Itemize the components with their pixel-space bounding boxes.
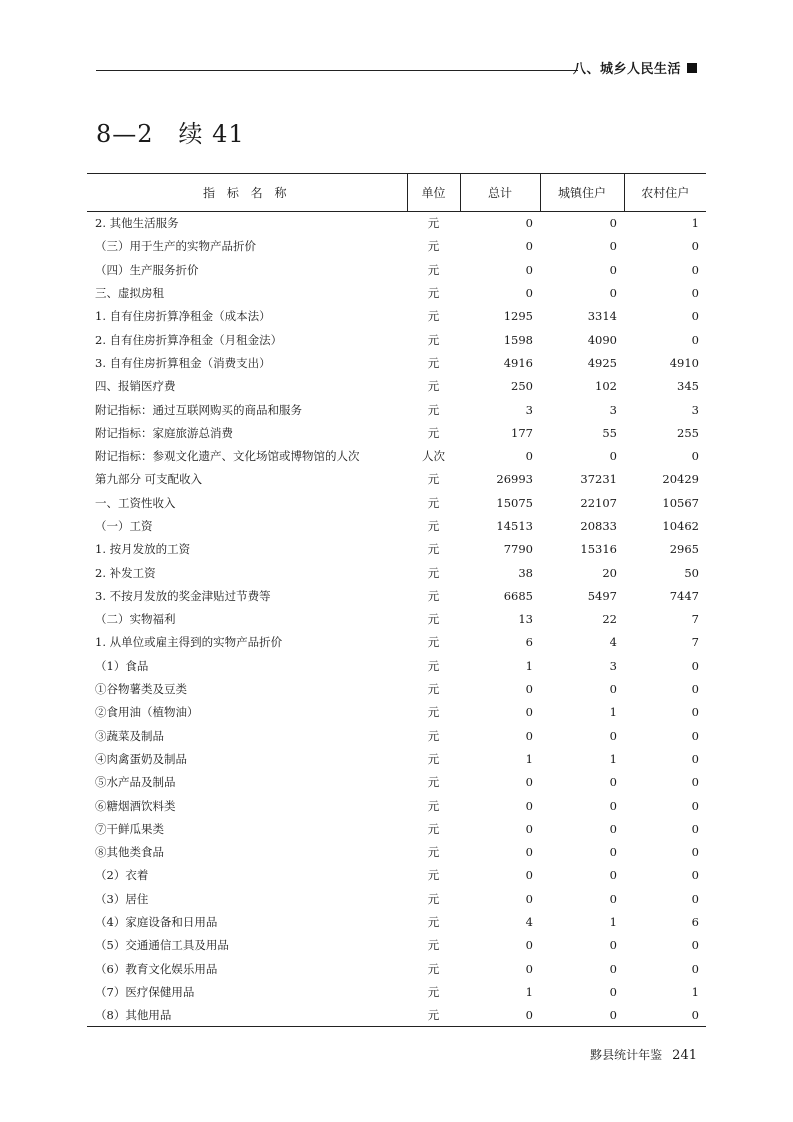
table-row [87,212,706,235]
row-unit: 元 [427,751,440,766]
row-total: 1 [525,751,533,766]
table-row [87,631,706,654]
row-rural: 20429 [662,472,699,487]
row-total: 250 [511,379,533,394]
row-rural: 1 [691,216,699,231]
row-urban: 0 [609,798,617,813]
row-rural: 0 [691,449,699,464]
row-rural: 3 [691,402,699,417]
row-rural: 10462 [662,519,699,533]
row-rural: 345 [677,379,699,394]
table-row [87,281,706,304]
row-total: 0 [525,891,533,906]
row-total: 0 [525,286,533,301]
table-row [87,351,706,374]
row-urban: 0 [540,1004,624,1027]
column-header-rural: 农村住户 [624,174,706,212]
row-rural: 1 [691,984,699,999]
row-urban: 0 [609,286,617,301]
row-label: （5）交通通信工具及用品 [95,938,229,953]
table-row [87,514,706,537]
row-rural: 7 [691,612,699,627]
row-label: （8）其他用品 [87,1004,407,1027]
row-urban: 4925 [587,355,617,370]
row-urban: 0 [609,728,617,743]
table-row [87,654,706,677]
row-unit: 元 [427,658,440,673]
row-label: 1. 按月发放的工资 [95,542,191,557]
row-label: 3. 不按月发放的奖金津贴过节费等 [95,588,271,603]
row-label: 1. 从单位或雇主得到的实物产品折价 [95,635,283,650]
row-label: 一、工资性收入 [95,495,176,510]
row-unit: 元 [427,705,440,720]
row-unit: 元 [427,402,440,417]
row-total: 14513 [496,519,533,533]
row-rural: 0 [691,682,699,697]
row-total: 0 [525,449,533,464]
row-rural: 0 [691,658,699,673]
row-label: ①谷物薯类及豆类 [95,682,187,697]
row-unit: 元 [427,682,440,697]
table-row [87,841,706,864]
table-row [87,608,706,631]
row-urban: 4 [609,635,617,650]
row-urban: 0 [609,845,617,860]
row-unit: 元 [427,588,440,603]
row-rural: 0 [691,821,699,836]
row-label: 四、报销医疗费 [95,379,176,394]
row-urban: 0 [609,891,617,906]
row-total: 38 [518,565,533,580]
row-total: 0 [525,961,533,976]
row-rural: 6 [691,915,699,930]
row-total: 26993 [496,472,533,487]
table-row [87,491,706,514]
row-unit: 元 [427,262,440,277]
row-label: ⑥糖烟酒饮料类 [95,798,176,813]
row-urban: 3 [609,402,617,417]
column-header-unit: 单位 [407,174,460,212]
row-rural: 0 [691,751,699,766]
row-unit: 元 [427,355,440,370]
row-label: 2. 其他生活服务 [95,216,179,231]
table-row [87,701,706,724]
row-unit: 元 [427,425,440,440]
row-label: （一）工资 [95,519,153,533]
row-total: 15075 [496,495,533,510]
row-label: （2）衣着 [95,868,149,883]
row-total: 0 [525,216,533,231]
row-urban: 102 [595,379,617,394]
row-rural: 0 [691,868,699,883]
row-urban: 22 [602,612,617,627]
table-row [87,980,706,1003]
row-rural: 0 [691,775,699,790]
row-rural: 2965 [669,542,699,557]
table-row [87,1004,706,1027]
row-unit: 元 [427,775,440,790]
table-row [87,724,706,747]
row-unit: 元 [427,309,440,324]
row-unit: 元 [427,379,440,394]
row-urban: 1 [609,705,617,720]
statistics-table [87,173,706,1027]
row-unit: 元 [427,891,440,906]
row-total: 1598 [503,332,533,347]
table-row [87,235,706,258]
row-unit: 元 [427,915,440,930]
row-total: 0 [525,798,533,813]
row-urban: 3 [609,658,617,673]
row-rural: 0 [691,286,699,301]
row-unit: 元 [427,938,440,953]
row-total: 7790 [503,542,533,557]
row-label: 三、虚拟房租 [95,286,164,301]
row-total: 0 [525,728,533,743]
row-unit: 人次 [422,449,445,464]
row-unit: 元 [427,286,440,301]
row-label: （3）居住 [95,891,149,906]
row-urban: 0 [609,984,617,999]
row-total: 0 [460,1004,540,1027]
row-label: 2. 自有住房折算净租金（月租金法） [95,332,283,347]
row-rural: 0 [691,239,699,254]
column-header-total: 总计 [460,174,540,212]
footer-book-title: 黟县统计年鉴 [590,1048,663,1062]
row-unit: 元 [427,239,440,254]
table-row [87,538,706,561]
row-unit: 元 [427,635,440,650]
row-total: 177 [511,425,533,440]
table-row [87,771,706,794]
row-unit: 元 [427,728,440,743]
row-rural: 0 [691,332,699,347]
row-total: 0 [525,845,533,860]
table-row [87,468,706,491]
table-row [87,910,706,933]
table-row [87,584,706,607]
row-rural: 0 [691,262,699,277]
row-unit: 元 [427,216,440,231]
table-row [87,561,706,584]
row-rural: 0 [691,961,699,976]
row-urban: 0 [609,821,617,836]
row-total: 0 [525,705,533,720]
row-label: ②食用油（植物油） [95,705,199,720]
table-row [87,887,706,910]
section-header [573,58,697,77]
table-row [87,375,706,398]
table-title: 8—2 续 41 [96,120,245,148]
column-header-indicator: 指 标 名 称 [87,174,407,212]
row-total: 1295 [503,309,533,324]
row-total: 0 [525,239,533,254]
table-header-row [87,174,706,212]
row-unit: 元 [427,542,440,557]
row-label: 3. 自有住房折算租金（消费支出） [95,355,271,370]
row-rural: 50 [684,565,699,580]
row-label: （1）食品 [95,658,149,673]
row-rural: 0 [691,938,699,953]
header-rule [96,70,578,71]
row-total: 4916 [503,355,533,370]
row-urban: 0 [609,868,617,883]
row-urban: 3314 [587,309,617,324]
row-label: 附记指标：参观文化遗产、文化场馆或博物馆的人次 [95,449,360,464]
row-urban: 1 [609,751,617,766]
row-unit: 元 [427,821,440,836]
row-unit: 元 [427,612,440,627]
row-total: 4 [525,915,533,930]
row-urban: 0 [609,682,617,697]
row-total: 0 [525,262,533,277]
table-row [87,864,706,887]
row-total: 0 [525,775,533,790]
table-row [87,957,706,980]
row-label: （7）医疗保健用品 [95,984,195,999]
table-row [87,328,706,351]
row-label: （二）实物福利 [95,612,176,627]
row-label: 附记指标：通过互联网购买的商品和服务 [95,402,302,417]
row-rural: 0 [691,728,699,743]
row-urban: 22107 [580,495,617,510]
table-row [87,258,706,281]
table-row [87,934,706,957]
row-unit: 元 [427,961,440,976]
row-total: 0 [525,868,533,883]
row-urban: 0 [609,449,617,464]
row-label: （四）生产服务折价 [95,262,199,277]
row-label: ⑤水产品及制品 [95,775,176,790]
table-row [87,817,706,840]
row-total: 6685 [503,588,533,603]
row-unit: 元 [427,472,440,487]
row-urban: 20833 [580,519,617,533]
page-number: 241 [672,1048,697,1063]
row-total: 3 [525,402,533,417]
row-rural: 10567 [662,495,699,510]
row-label: ④肉禽蛋奶及制品 [95,751,187,766]
row-unit: 元 [427,845,440,860]
table-body [87,212,706,1027]
row-urban: 0 [609,216,617,231]
row-urban: 20 [602,565,617,580]
row-label: （4）家庭设备和日用品 [95,915,218,930]
row-label: ⑧其他类食品 [95,845,164,860]
row-label: 第九部分 可支配收入 [95,472,203,487]
row-label: 附记指标：家庭旅游总消费 [95,425,233,440]
row-label: ⑦干鲜瓜果类 [95,821,164,836]
table-row [87,444,706,467]
row-unit: 元 [427,868,440,883]
table-row [87,421,706,444]
row-urban: 0 [609,961,617,976]
row-unit: 元 [427,565,440,580]
row-label: ③蔬菜及制品 [95,728,164,743]
section-title: 八、城乡人民生活 [572,62,681,77]
row-urban: 5497 [587,588,617,603]
row-label: （三）用于生产的实物产品折价 [95,239,256,254]
row-urban: 1 [609,915,617,930]
row-rural: 0 [691,309,699,324]
row-urban: 0 [609,239,617,254]
row-rural: 0 [691,705,699,720]
row-unit: 元 [427,798,440,813]
row-total: 0 [525,821,533,836]
row-rural: 7447 [669,588,699,603]
row-rural: 255 [677,425,699,440]
table-row [87,677,706,700]
table-row [87,398,706,421]
row-rural: 7 [691,635,699,650]
row-urban: 37231 [580,472,617,487]
row-rural: 0 [691,891,699,906]
row-rural: 4910 [669,355,699,370]
table-row [87,305,706,328]
row-total: 1 [525,984,533,999]
row-total: 13 [518,612,533,627]
page-footer [590,1046,697,1063]
row-label: （6）教育文化娱乐用品 [95,961,218,976]
row-unit: 元 [427,495,440,510]
row-total: 1 [525,658,533,673]
row-urban: 4090 [587,332,617,347]
row-urban: 0 [609,775,617,790]
row-rural: 0 [691,798,699,813]
square-bullet-icon [687,63,697,73]
row-rural: 0 [691,845,699,860]
table-row [87,747,706,770]
row-urban: 15316 [580,542,617,557]
row-label: 2. 补发工资 [95,565,156,580]
row-unit: 元 [427,332,440,347]
row-label: 1. 自有住房折算净租金（成本法） [95,309,271,324]
column-header-urban: 城镇住户 [540,174,624,212]
row-rural: 0 [624,1004,706,1027]
row-total: 0 [525,938,533,953]
row-total: 0 [525,682,533,697]
row-total: 6 [525,635,533,650]
row-urban: 0 [609,262,617,277]
table-row [87,794,706,817]
row-urban: 0 [609,938,617,953]
row-urban: 55 [602,425,617,440]
row-unit: 元 [427,519,440,533]
row-unit: 元 [427,984,440,999]
row-unit: 元 [407,1004,460,1027]
